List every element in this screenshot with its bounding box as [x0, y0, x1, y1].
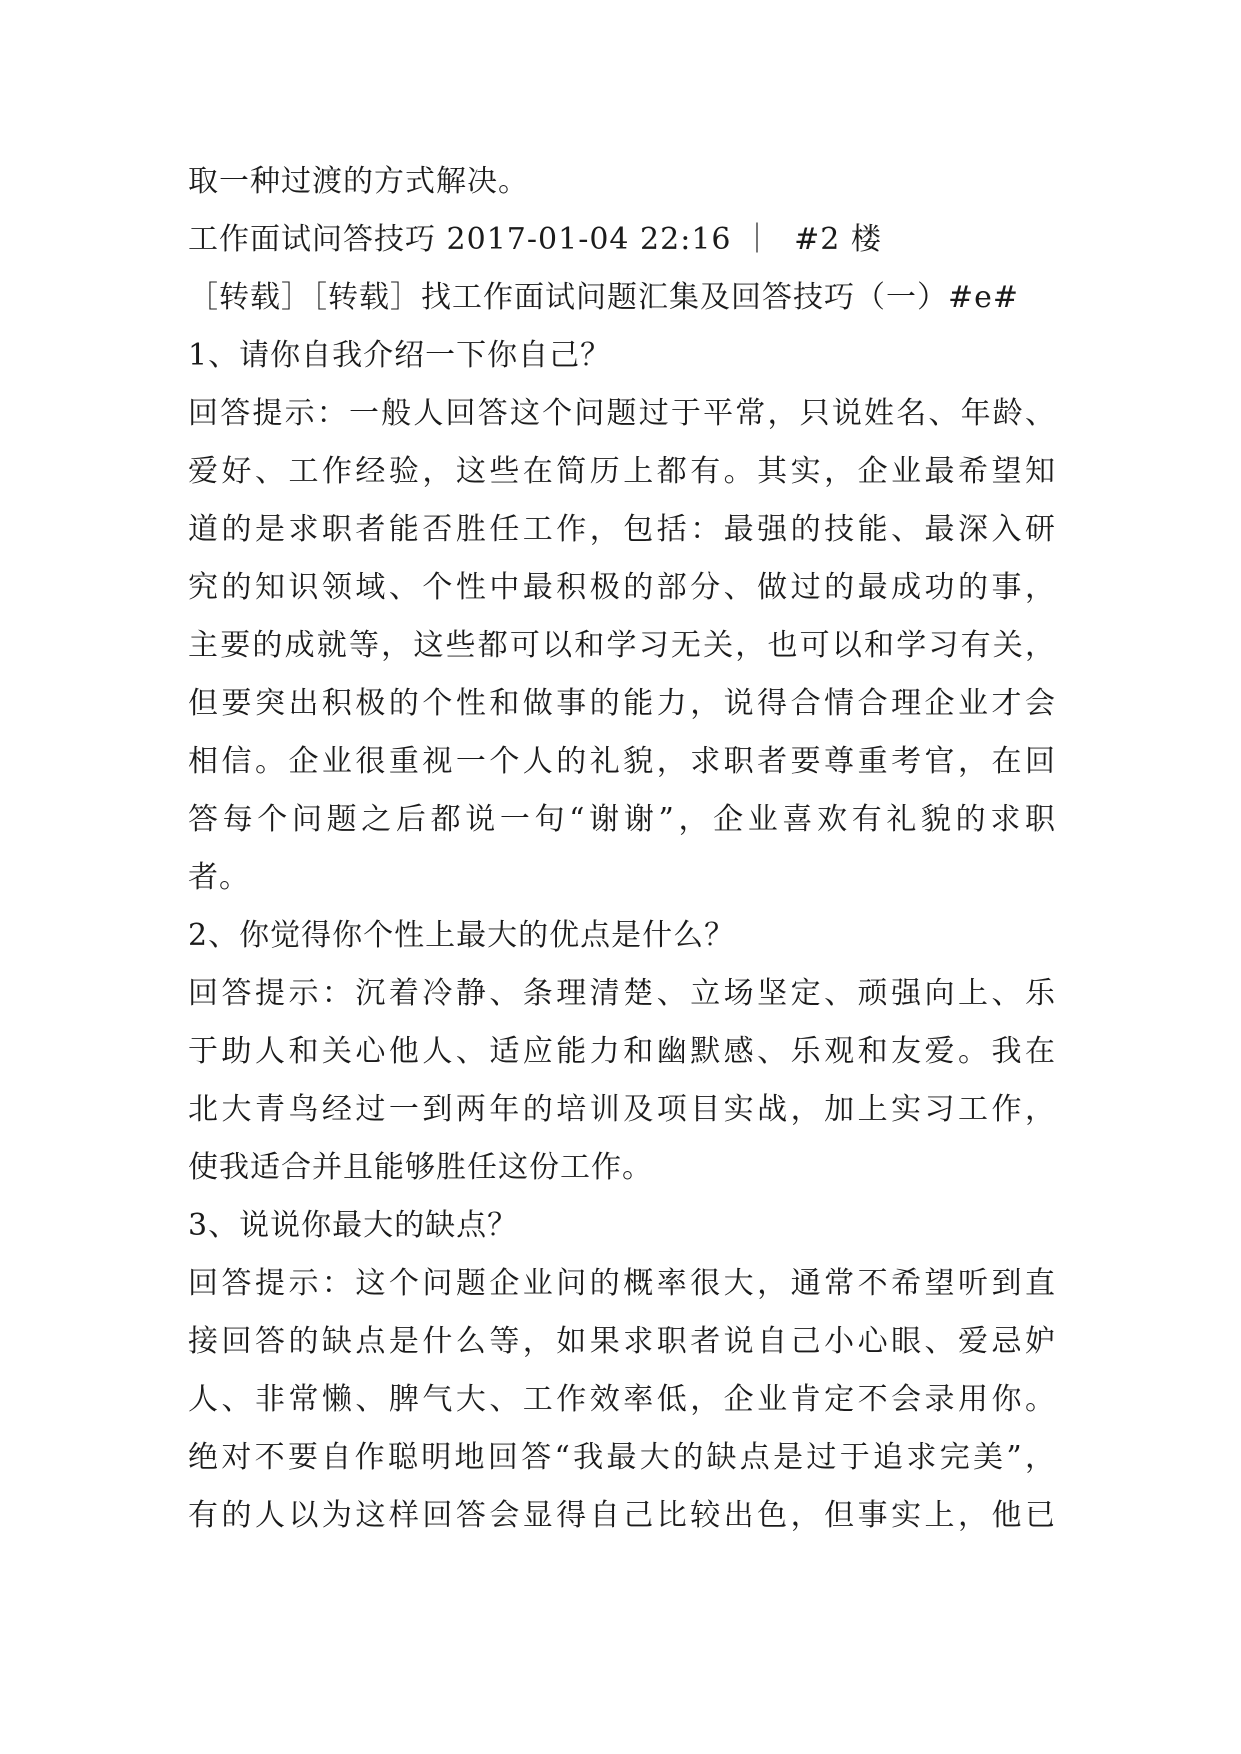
answer-line: 究的知识领域、个性中最积极的部分、做过的最成功的事，: [188, 570, 1055, 605]
answer-line: 答每个问题之后都说一句“谢谢”，企业喜欢有礼貌的求职: [188, 802, 1055, 837]
post-meta: 工作面试问答技巧 2017-01-04 22:16 ｜ #2 楼: [188, 222, 882, 257]
question-heading-2: 2、你觉得你个性上最大的优点是什么？: [188, 918, 736, 953]
paragraph-continuation: 取一种过渡的方式解决。: [188, 164, 529, 199]
answer-line: 回答提示：沉着冷静、条理清楚、立场坚定、顽强向上、乐: [188, 976, 1055, 1011]
answer-line: 北大青鸟经过一到两年的培训及项目实战，加上实习工作，: [188, 1092, 1055, 1127]
question-heading-1: 1、请你自我介绍一下你自己？: [188, 338, 612, 373]
answer-line: 主要的成就等，这些都可以和学习无关，也可以和学习有关，: [188, 628, 1055, 663]
answer-line: 有的人以为这样回答会显得自己比较出色，但事实上，他已: [188, 1498, 1055, 1533]
question-heading-3: 3、说说你最大的缺点？: [188, 1208, 519, 1243]
answer-line: 回答提示：这个问题企业问的概率很大，通常不希望听到直: [188, 1266, 1055, 1301]
answer-line: 道的是求职者能否胜任工作，包括：最强的技能、最深入研: [188, 512, 1055, 547]
answer-line: 相信。企业很重视一个人的礼貌，求职者要尊重考官，在回: [188, 744, 1055, 779]
answer-line: 使我适合并且能够胜任这份工作。: [188, 1150, 653, 1185]
answer-line: 人、非常懒、脾气大、工作效率低，企业肯定不会录用你。: [188, 1382, 1055, 1417]
answer-line: 者。: [188, 860, 250, 895]
answer-line: 回答提示：一般人回答这个问题过于平常，只说姓名、年龄、: [188, 396, 1055, 431]
answer-line: 爱好、工作经验，这些在简历上都有。其实，企业最希望知: [188, 454, 1055, 489]
document-body: [188, 153, 1055, 1545]
answer-line: 绝对不要自作聪明地回答“我最大的缺点是过于追求完美”，: [188, 1440, 1055, 1475]
answer-line: 但要突出积极的个性和做事的能力，说得合情合理企业才会: [188, 686, 1055, 721]
answer-line: 于助人和关心他人、适应能力和幽默感、乐观和友爱。我在: [188, 1034, 1055, 1069]
article-title: ［转载］［转载］找工作面试问题汇集及回答技巧（一）#e#: [188, 280, 1020, 315]
answer-line: 接回答的缺点是什么等，如果求职者说自己小心眼、爱忌妒: [188, 1324, 1055, 1359]
